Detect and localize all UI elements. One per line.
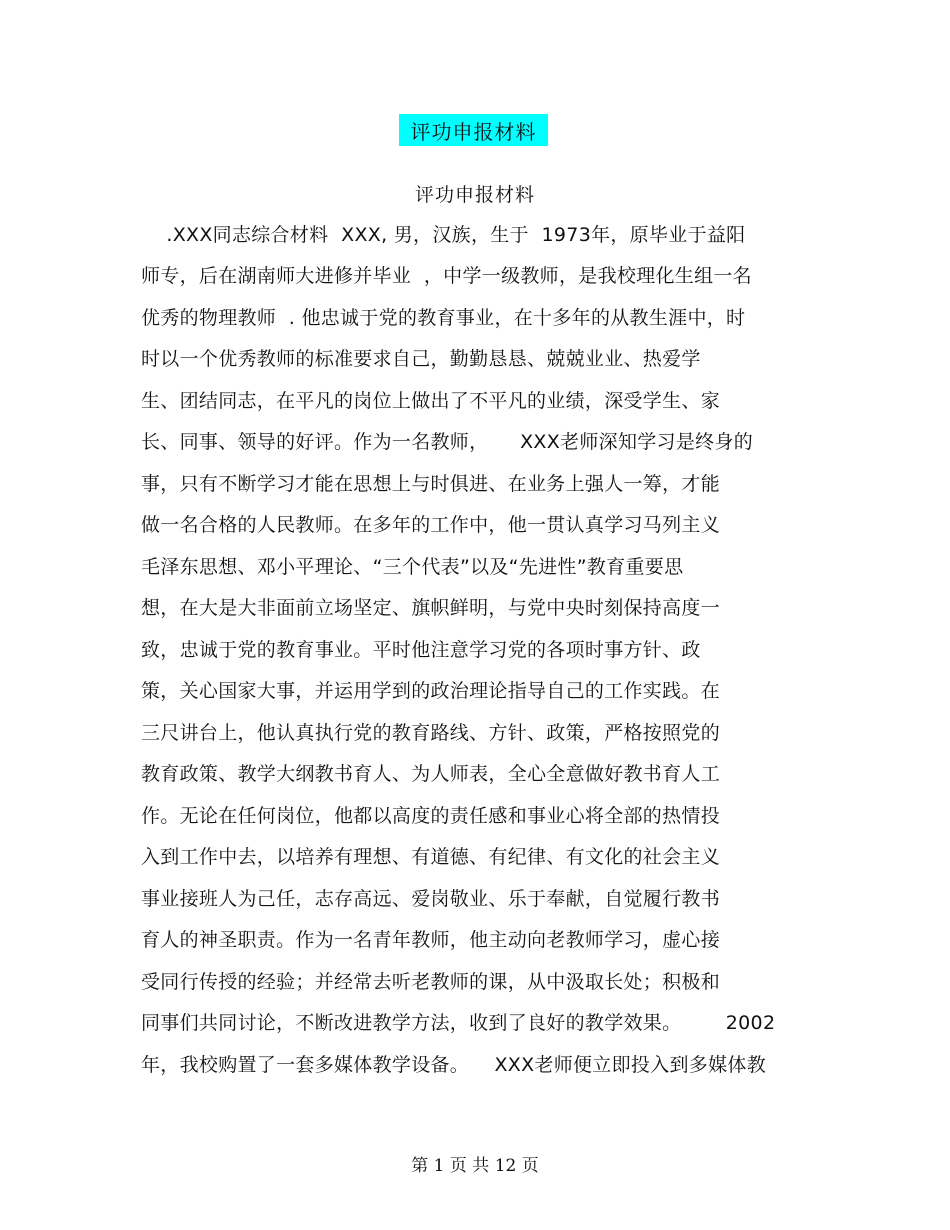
body-line: 育人的神圣职责。作为一名青年教师，他主动向老教师学习，虚心接 xyxy=(141,929,721,951)
body-line: 优秀的物理教师 . 他忠诚于党的教育事业，在十多年的从教生涯中，时 xyxy=(141,307,746,329)
document-subtitle: 评功申报材料 xyxy=(414,184,535,206)
body-line: 致，忠诚于党的教育事业。平时他注意学习党的各项时事方针、政 xyxy=(141,639,701,661)
body-line: 长、同事、领导的好评。作为一名教师， XXX老师深知学习是终身的 xyxy=(141,431,754,453)
body-line: 师专，后在湖南师大进修并毕业 ，中学一级教师，是我校理化生组一名 xyxy=(141,265,752,287)
body-line: .XXX同志综合材料 XXX, 男，汉族，生于 1973年，原毕业于益阳 xyxy=(141,224,746,246)
body-line: 事，只有不断学习才能在思想上与时俱进、在业务上强人一筹，才能 xyxy=(141,473,721,495)
body-line: 做一名合格的人民教师。在多年的工作中，他一贯认真学习马列主义 xyxy=(141,514,721,536)
body-line: 时以一个优秀教师的标准要求自己，勤勤恳恳、兢兢业业、热爱学 xyxy=(141,348,701,370)
body-line: 教育政策、教学大纲教书育人、为人师表，全心全意做好教书育人工 xyxy=(141,763,721,785)
body-line: 生、团结同志，在平凡的岗位上做出了不平凡的业绩，深受学生、家 xyxy=(141,390,721,412)
body-line: 毛泽东思想、邓小平理论、“三个代表”以及“先进性”教育重要思 xyxy=(141,556,684,578)
highlighted-title: 评功申报材料 xyxy=(399,114,548,146)
page-footer: 第 1 页 共 12 页 xyxy=(411,1156,539,1176)
body-line: 同事们共同讨论，不断改进教学方法，收到了良好的教学效果。 2002 xyxy=(141,1012,776,1034)
body-line: 年，我校购置了一套多媒体教学设备。 XXX老师便立即投入到多媒体教 xyxy=(141,1054,767,1076)
body-line: 事业接班人为己任，志存高远、爱岗敬业、乐于奉献，自觉履行教书 xyxy=(141,888,721,910)
body-line: 策，关心国家大事，并运用学到的政治理论指导自己的工作实践。在 xyxy=(141,680,721,702)
body-line: 受同行传授的经验；并经常去听老教师的课，从中汲取长处；积极和 xyxy=(141,971,721,993)
body-line: 想，在大是大非面前立场坚定、旗帜鲜明，与党中央时刻保持高度一 xyxy=(141,597,721,619)
body-line: 三尺讲台上，他认真执行党的教育路线、方针、政策，严格按照党的 xyxy=(141,722,721,744)
body-line: 作。无论在任何岗位，他都以高度的责任感和事业心将全部的热情投 xyxy=(141,805,721,827)
body-line: 入到工作中去，以培养有理想、有道德、有纪律、有文化的社会主义 xyxy=(141,846,721,868)
